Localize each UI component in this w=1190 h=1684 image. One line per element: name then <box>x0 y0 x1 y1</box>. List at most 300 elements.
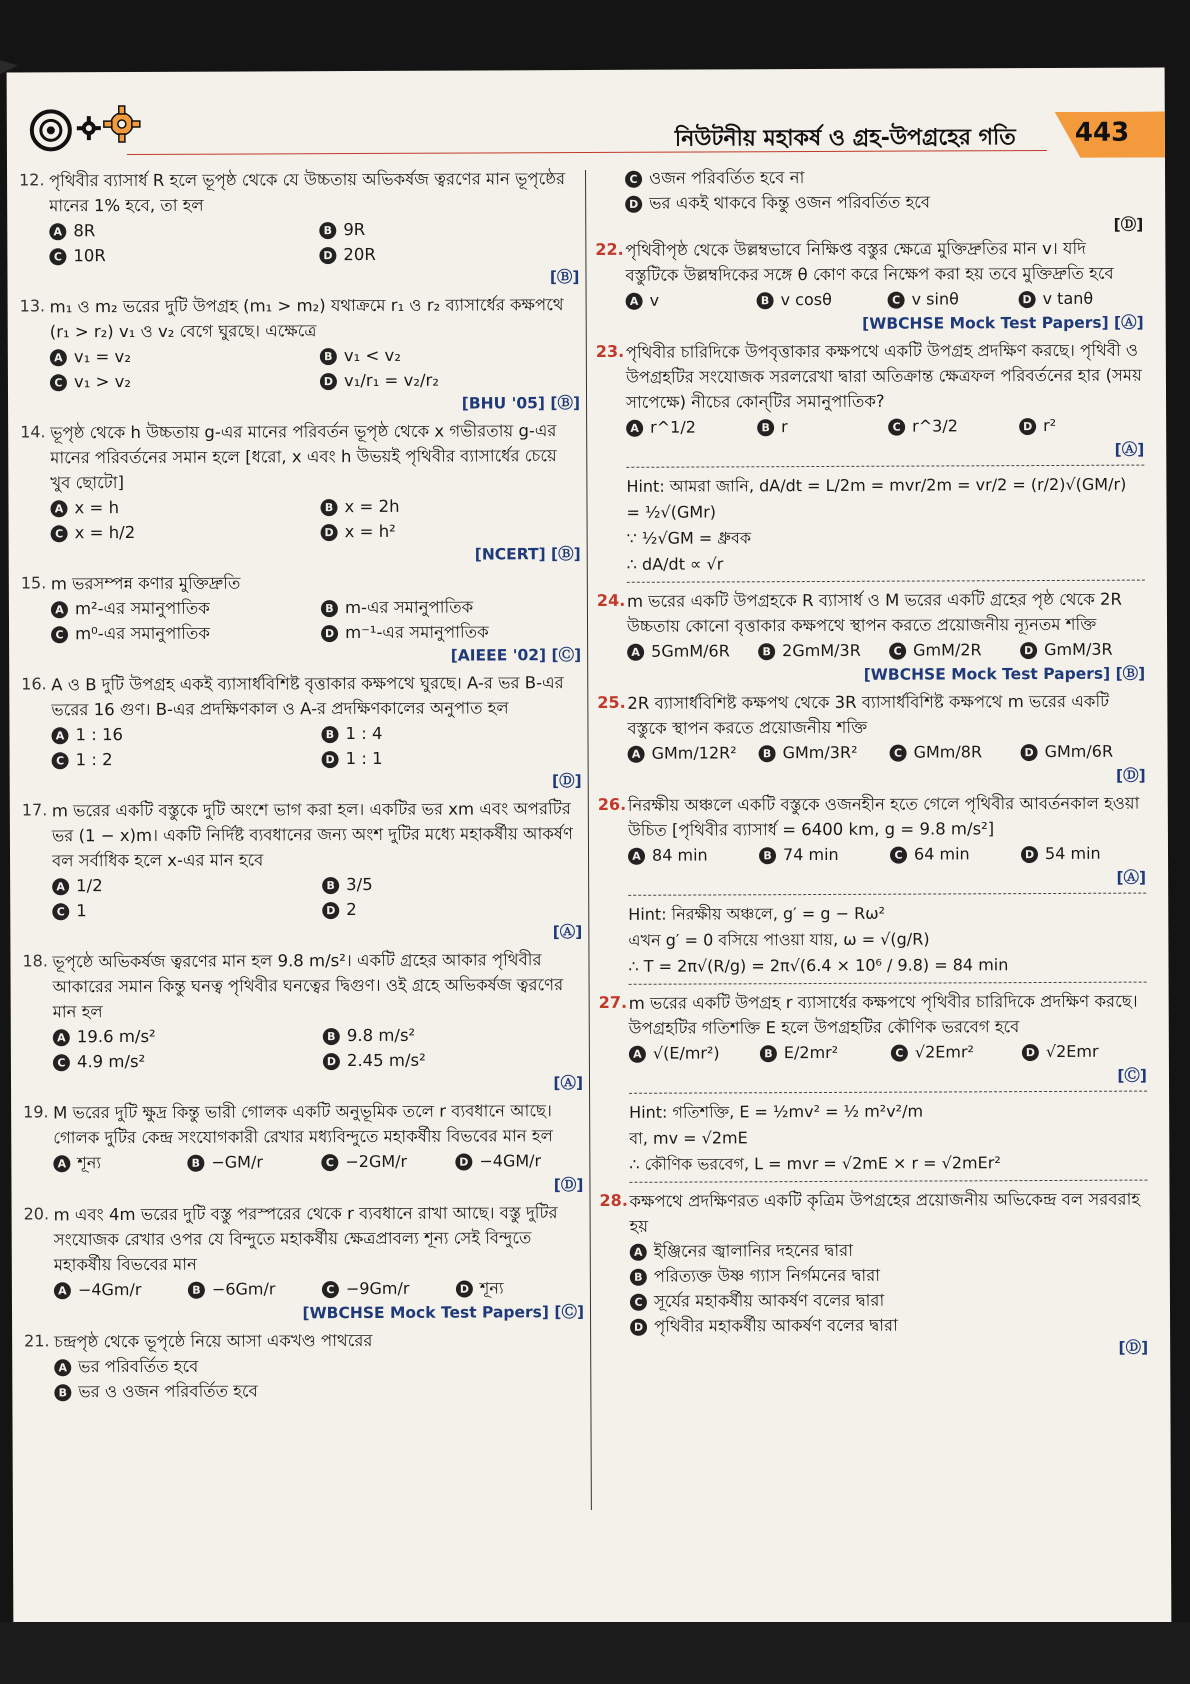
question-text: পৃথিবীর চারিদিকে উপবৃত্তাকার কক্ষপথে একটি উপগ্রহ প্রদক্ষিণ করছে। পৃথিবী ও উপগ্রহটির সংযোজক সরলরেখা দ্বারা অতিক্রান্ত ক্ষেত্রফল পরিবর্তনের হার (সময় সাপেক্ষে) নীচের কোন্‌টির সমানুপাতিক? <box>625 340 1142 412</box>
options <box>630 1237 1148 1339</box>
option-item <box>888 286 1013 313</box>
option-text: v₁ = v₂ <box>73 346 131 367</box>
hint-line: ∴ কৌণিক ভরবেগ, L = mvr = √2mE × r = √2mEr² <box>629 1153 1001 1174</box>
answer-tag: [Ⓒ] <box>1117 1066 1148 1085</box>
option-text: 8R <box>73 221 96 241</box>
option-text: v sinθ <box>911 289 959 309</box>
option-letter: B <box>321 600 338 617</box>
hint-divider <box>629 1091 1147 1094</box>
option-text: 84 min <box>651 845 708 865</box>
options <box>53 1148 583 1176</box>
option-item <box>321 1149 449 1176</box>
question-number: 26. <box>597 794 627 814</box>
question-number: 20. <box>23 1204 50 1224</box>
option-letter: C <box>52 752 69 769</box>
option-letter: D <box>456 1281 473 1298</box>
question-text: m₁ ও m₂ ভরের দুটি উপগ্রহ (m₁ > m₂) যথাক্রমে r₁ ও r₂ ব্যাসার্ধের কক্ষপথে (r₁ > r₂) v₁ ও v₂ বেগে ঘুরছে। এক্ষেত্রে <box>49 295 564 342</box>
option-item <box>51 620 311 646</box>
option-text: v tanθ <box>1042 288 1094 309</box>
option-letter: C <box>625 171 642 188</box>
question-number: 14. <box>20 422 46 442</box>
question-number: 16. <box>21 674 47 694</box>
option-text: 9.8 m/s² <box>346 1025 416 1046</box>
option-letter: C <box>321 1154 338 1171</box>
option-item <box>323 1047 583 1073</box>
option-text: ভর ও ওজন পরিবর্তিত হবে <box>78 1381 258 1402</box>
option-text: 1 : 1 <box>345 748 383 769</box>
option-letter: B <box>759 847 776 864</box>
hint-line: ∵ ½√GM = ধ্রুবক <box>626 528 752 548</box>
hint-line: ∴ dA/dt ∝ √r <box>626 554 724 574</box>
hint-line: Hint: নিরক্ষীয় অঞ্চলে, g′ = g − Rω² <box>628 903 886 924</box>
option-item <box>628 842 753 869</box>
option-text: −4Gm/r <box>77 1279 142 1300</box>
option-letter: C <box>888 419 905 436</box>
option-item <box>54 1277 182 1304</box>
option-item <box>322 745 582 771</box>
option-text: GMm/12R² <box>651 743 737 763</box>
question-number: 13. <box>19 296 46 316</box>
option-item <box>630 1312 1148 1339</box>
option-letter: A <box>54 1359 71 1376</box>
question-text: M ভরের দুটি ক্ষুদ্র কিন্তু ভারী গোলক একটি অনুভূমিক তলে r ব্যবধানে আছে। গোলক দুটির কেন্দ্র সংযোগকারী রেখার মধ্যবিন্দুতে মহাকর্ষীয় বিভবের মান হল <box>53 1101 553 1148</box>
option-letter: A <box>626 293 643 310</box>
column-divider <box>585 170 592 1510</box>
option-item <box>322 871 582 897</box>
option-letter: B <box>759 745 776 762</box>
option-text: ওজন পরিবর্তিত হবে না <box>649 168 805 188</box>
option-item <box>760 1040 885 1067</box>
question-number: 28. <box>599 1190 628 1210</box>
option-item <box>630 1287 1148 1314</box>
hint-divider <box>627 580 1145 583</box>
option-letter: D <box>319 247 336 264</box>
question-number: 21. <box>24 1331 50 1351</box>
option-letter: A <box>50 349 67 366</box>
option-text: GMm/8R <box>913 742 983 762</box>
option-letter: D <box>1019 291 1036 308</box>
options <box>51 720 581 772</box>
options <box>52 871 582 923</box>
option-text: r^1/2 <box>650 417 696 437</box>
option-text: GmM/2R <box>913 640 982 660</box>
option-item <box>627 638 752 665</box>
question-number: 25. <box>597 692 626 712</box>
option-item <box>321 594 581 620</box>
option-item <box>1021 739 1146 766</box>
option-text: 10R <box>73 246 106 266</box>
option-text: শূন্য <box>479 1278 504 1298</box>
options <box>627 637 1145 665</box>
question-text: ভূপৃষ্ঠ থেকে h উচ্চতায় g-এর মানের পরিবর্তন ভূপৃষ্ঠ থেকে x গভীরতায় g-এর মানের পরিবর্তনের সমান হলে [ধরো, x এবং h উভয়ই পৃথিবীর ব্যাসার্ধের চেয়ে খুব ছোটো] <box>50 421 557 493</box>
option-item <box>629 1040 754 1067</box>
option-item <box>757 414 882 441</box>
option-text: 2 <box>346 900 357 920</box>
option-text: ভর পরিবর্তিত হবে <box>78 1356 199 1377</box>
option-item <box>759 842 884 869</box>
question-19 <box>23 1098 583 1198</box>
option-item <box>321 720 581 746</box>
question-20 <box>24 1200 585 1325</box>
option-text: m⁻¹-এর সমানুপাতিক <box>345 622 489 643</box>
option-item <box>51 519 311 545</box>
option-text: 3/5 <box>346 874 373 895</box>
question-24 <box>597 587 1145 687</box>
option-item <box>320 493 580 519</box>
question-text: 2R ব্যাসার্ধবিশিষ্ট কক্ষপথ থেকে 3R ব্যাসার্ধবিশিষ্ট কক্ষপথে m ভরের একটি বস্তুকে স্থাপন করতে প্রয়োজনীয় শক্তি <box>627 691 1110 738</box>
question-number: 18. <box>22 951 48 971</box>
question-25 <box>597 689 1145 789</box>
option-letter: D <box>320 373 337 390</box>
option-letter: C <box>51 626 68 643</box>
option-letter: C <box>51 525 68 542</box>
question-28 <box>599 1187 1148 1361</box>
option-text: পরিত্যক্ত উষ্ণ গ্যাস নির্গমনের দ্বারা <box>653 1265 881 1286</box>
question-text: A ও B দুটি উপগ্রহ একই ব্যাসার্ধবিশিষ্ট বৃত্তাকার কক্ষপথে ঘুরছে। A-র ভর B-এর ভরের 16 গুণ। B-এর প্রদক্ষিণকাল ও A-র প্রদক্ষিণকালের অনুপাত হল <box>51 673 564 720</box>
hint-divider <box>628 893 1146 896</box>
question-text: m ভরের একটি বস্তুকে দুটি অংশে ভাগ করা হল। একটির ভর xm এবং অপরটির ভর (1 − x)m। একটি নির্দিষ্ট ব্যবধানের জন্য অংশ দুটির মধ্যে মহাকর্ষীয় আকর্ষণ বল সর্বাধিক হলে x-এর মান হবে <box>51 799 574 871</box>
option-item <box>319 241 579 267</box>
options <box>626 286 1144 314</box>
question-text: ভূপৃষ্ঠে অভিকর্ষজ ত্বরণের মান হল 9.8 m/s²। একটি গ্রহের আকার পৃথিবীর আকারের সমান কিন্তু ঘনত্ব পৃথিবীর ঘনত্বের দ্বিগুণ। ওই গ্রহে অভিকর্ষজ ত্বরণের মান হল <box>52 950 564 1022</box>
gear-logo-icon <box>27 102 157 153</box>
option-item <box>53 1023 313 1049</box>
option-text: ভর একই থাকবে কিন্তু ওজন পরিবর্তিত হবে <box>649 192 931 213</box>
option-letter: A <box>53 1155 70 1172</box>
option-letter: C <box>49 248 66 265</box>
question-text: নিরক্ষীয় অঞ্চলে একটি বস্তুকে ওজনহীন হতে গেলে পৃথিবীর আবর্তনকাল হওয়া উচিত [পৃথিবীর ব্যাসার্ধ = 6400 km, g = 9.8 m/s²] <box>627 793 1140 840</box>
question-number: 22. <box>595 239 624 259</box>
option-letter: B <box>760 1045 777 1062</box>
option-text: ইঞ্জিনের জ্বালানির দহনের দ্বারা <box>653 1240 854 1261</box>
option-text: −4GM/r <box>479 1151 542 1171</box>
option-letter: B <box>758 643 775 660</box>
option-item <box>50 368 310 394</box>
option-text: √2Emr <box>1045 1041 1099 1062</box>
option-text: 1/2 <box>76 876 103 896</box>
option-item <box>456 1275 584 1302</box>
option-letter: C <box>630 1294 647 1311</box>
option-letter: D <box>321 524 338 541</box>
answer-tag: [Ⓑ] <box>549 268 580 287</box>
answer-tag: [Ⓓ] <box>1118 1338 1149 1357</box>
option-text: 1 : 16 <box>75 725 124 745</box>
option-text: GMm/3R² <box>782 742 858 763</box>
options <box>53 1022 583 1074</box>
question-17 <box>22 796 583 945</box>
option-letter: D <box>625 196 642 213</box>
option-text: 54 min <box>1044 843 1101 864</box>
option-letter: A <box>51 727 68 744</box>
answer-tag: [Ⓐ] <box>553 1074 584 1093</box>
option-letter: A <box>628 746 645 763</box>
answer-tag: [WBCHSE Mock Test Papers] [Ⓑ] <box>863 664 1146 684</box>
answer-tag: [Ⓓ] <box>553 1176 584 1195</box>
answer-tag: [Ⓐ] <box>1114 440 1145 459</box>
option-text: 5GmM/6R <box>651 641 730 661</box>
question-16 <box>21 670 582 794</box>
option-letter: C <box>52 903 69 920</box>
option-text: x = h/2 <box>74 522 136 543</box>
option-text: −9Gm/r <box>345 1278 410 1299</box>
option-text: 1 : 4 <box>345 723 383 744</box>
question-26 <box>598 791 1147 985</box>
answer-tag: [WBCHSE Mock Test Papers] [Ⓒ] <box>302 1303 585 1323</box>
question-number: 27. <box>598 992 628 1012</box>
option-item <box>49 242 309 268</box>
option-text: 1 <box>76 901 87 921</box>
options <box>51 594 581 646</box>
option-letter: C <box>890 745 907 762</box>
option-item <box>757 287 882 314</box>
option-item <box>188 1276 316 1303</box>
option-text: v cosθ <box>780 289 832 310</box>
question-text: কক্ষপথে প্রদক্ষিণরত একটি কৃত্রিম উপগ্রহের প্রয়োজনীয় অভিকেন্দ্র বল সরবরাহ হয় <box>629 1189 1141 1236</box>
option-text: শূন্য <box>77 1153 102 1173</box>
option-item <box>323 1022 583 1048</box>
option-text: r^3/2 <box>912 416 958 436</box>
option-text: E/2mr² <box>783 1042 839 1063</box>
option-item <box>53 1048 313 1074</box>
option-letter: A <box>627 644 644 661</box>
options <box>50 342 580 394</box>
option-text: 20R <box>343 244 376 265</box>
option-letter: A <box>49 223 66 240</box>
option-text: r² <box>1043 415 1057 436</box>
option-text: −GM/r <box>211 1152 263 1172</box>
question-number: 17. <box>21 800 48 820</box>
option-text: 74 min <box>782 844 839 865</box>
option-letter: A <box>50 500 67 517</box>
option-item <box>1020 637 1145 664</box>
option-item <box>758 638 883 665</box>
page-number: 443 <box>1074 117 1130 148</box>
question-text: চন্দ্রপৃষ্ঠ থেকে ভূপৃষ্ঠে নিয়ে আসা একখণ্ড পাথরের <box>54 1330 373 1352</box>
option-letter: D <box>455 1154 472 1171</box>
option-text: −2GM/r <box>345 1151 408 1172</box>
right-column <box>595 164 1148 1365</box>
option-letter: D <box>1022 1044 1039 1061</box>
option-item <box>51 721 311 747</box>
options <box>49 216 579 268</box>
option-item <box>52 897 312 923</box>
option-item <box>759 740 884 767</box>
answer-tag: [Ⓓ] <box>1113 215 1144 234</box>
options <box>628 739 1146 767</box>
chapter-title: নিউটনীয় মহাকর্ষ ও গ্রহ-উপগ্রহের গতি <box>674 125 1016 152</box>
option-letter: C <box>50 374 67 391</box>
question-text: m ভরসম্পন্ন কণার মুক্তিদ্রুতি <box>50 573 241 594</box>
option-item <box>888 413 1013 440</box>
option-letter: A <box>51 601 68 618</box>
option-letter: A <box>52 878 69 895</box>
option-item <box>628 740 753 767</box>
option-letter: A <box>54 1282 71 1299</box>
option-letter: D <box>322 751 339 768</box>
option-text: m-এর সমানুপাতিক <box>344 597 474 618</box>
option-text: x = h² <box>344 521 396 542</box>
option-letter: B <box>757 292 774 309</box>
question-text: পৃথিবীপৃষ্ঠ থেকে উল্লম্বভাবে নিক্ষিপ্ত বস্তুর ক্ষেত্রে মুক্তিদ্রুতির মান v। যদি বস্তুটিকে উল্লম্বদিকের সঙ্গে θ কোণ করে নিক্ষেপ করা হয় তবে মুক্তিদ্রুতি হবে <box>625 238 1114 285</box>
option-letter: D <box>1021 744 1038 761</box>
left-column <box>19 166 584 1408</box>
option-item <box>187 1149 315 1176</box>
question-12 <box>19 166 580 290</box>
option-text: v₁/r₁ = v₂/r₂ <box>343 370 439 391</box>
option-letter: A <box>626 420 643 437</box>
option-text: 2GmM/3R <box>782 640 861 661</box>
option-letter: D <box>1020 642 1037 659</box>
option-text: 9R <box>343 219 366 240</box>
option-item <box>1019 413 1144 440</box>
option-letter: B <box>320 348 337 365</box>
option-item <box>49 217 309 243</box>
option-text: 4.9 m/s² <box>76 1051 146 1072</box>
options <box>628 841 1146 869</box>
question-13 <box>20 292 581 416</box>
option-letter: B <box>321 726 338 743</box>
question-14 <box>20 418 581 567</box>
option-letter: A <box>629 1046 646 1063</box>
option-text: r <box>781 417 788 437</box>
answer-tag: [Ⓓ] <box>1115 766 1146 785</box>
option-item <box>890 739 1015 766</box>
options <box>625 164 1143 216</box>
options <box>54 1352 584 1404</box>
option-letter: B <box>320 499 337 516</box>
option-item <box>625 164 1143 191</box>
option-letter: C <box>888 292 905 309</box>
option-text: GMm/6R <box>1044 741 1114 762</box>
option-item <box>54 1377 584 1404</box>
option-item <box>320 342 580 368</box>
option-letter: C <box>890 847 907 864</box>
question-18 <box>22 947 583 1096</box>
option-text: 2.45 m/s² <box>346 1050 426 1071</box>
option-letter: A <box>53 1029 70 1046</box>
page-bottom-shadow <box>0 1622 1190 1684</box>
option-text: √(E/mr²) <box>652 1043 720 1063</box>
option-text: v₁ < v₂ <box>343 345 401 366</box>
option-letter: D <box>630 1319 647 1336</box>
option-item <box>321 518 581 544</box>
option-item <box>51 595 311 621</box>
option-letter: D <box>1019 418 1036 435</box>
option-item <box>455 1148 583 1175</box>
options <box>629 1039 1147 1067</box>
option-item <box>890 841 1015 868</box>
question-number: 12. <box>19 170 45 190</box>
option-item <box>320 367 580 393</box>
option-letter: B <box>187 1155 204 1172</box>
option-item <box>52 746 312 772</box>
hint-line: ∴ T = 2π√(R/g) = 2π√(6.4 × 10⁶ / 9.8) = 84 min <box>628 955 1009 976</box>
question-number: 15. <box>20 573 47 593</box>
option-letter: B <box>757 419 774 436</box>
option-letter: C <box>322 1281 339 1298</box>
question-text: পৃথিবীর ব্যাসার্ধ R হলে ভূপৃষ্ঠ থেকে যে উচ্চতায় অভিকর্ষজ ত্বরণের মান ভূপৃষ্ঠের মানের 1% হবে, তা হল <box>49 169 566 216</box>
option-item <box>50 494 310 520</box>
answer-tag: [WBCHSE Mock Test Papers] [Ⓐ] <box>862 313 1144 333</box>
option-text: 1 : 2 <box>75 750 113 770</box>
question-text: m ভরের একটি উপগ্রহ r ব্যাসার্ধের কক্ষপথে পৃথিবীর চারিদিকে প্রদক্ষিণ করছে। উপগ্রহটির গতিশক্তি E হলে উপগ্রহটির কৌণিক ভরবেগ হবে <box>628 991 1138 1038</box>
hint-line: বা, mv = √2mE <box>629 1128 748 1148</box>
option-text: x = h <box>74 498 120 518</box>
option-letter: B <box>322 877 339 894</box>
option-text: −6Gm/r <box>211 1279 276 1299</box>
option-text: √2Emr² <box>914 1042 974 1062</box>
answer-tag: [Ⓓ] <box>551 772 582 791</box>
hint-line: Hint: গতিশক্তি, E = ½mv² = ½ m²v²/m <box>629 1101 924 1122</box>
option-item <box>321 619 581 645</box>
option-item <box>630 1237 1148 1264</box>
answer-tag: [Ⓐ] <box>552 923 583 942</box>
question-21 <box>24 1327 584 1404</box>
option-item <box>322 1276 450 1303</box>
question-23 <box>596 338 1145 583</box>
option-text: v <box>649 290 660 310</box>
option-letter: D <box>1021 846 1038 863</box>
option-text: 64 min <box>913 844 970 864</box>
option-text: m⁰-এর সমানুপাতিক <box>75 623 210 644</box>
option-item <box>54 1352 584 1379</box>
question-number: 19. <box>23 1102 49 1122</box>
hint-line: Hint: আমরা জানি, dA/dt = L/2m = mvr/2m = vr/2 = (r/2)√(GM/r) = ½√(GMr) <box>626 474 1127 522</box>
option-letter: D <box>323 1053 340 1070</box>
hint-divider <box>629 982 1147 985</box>
option-letter: A <box>628 848 645 865</box>
option-letter: B <box>54 1384 71 1401</box>
option-letter: B <box>323 1028 340 1045</box>
option-item <box>53 1150 181 1177</box>
option-item <box>1021 841 1146 868</box>
q21-continued <box>595 164 1143 238</box>
option-text: v₁ > v₂ <box>73 371 132 392</box>
option-text: সূর্যের মহাকর্ষীয় আকর্ষণ বলের দ্বারা <box>653 1290 885 1311</box>
answer-tag: [BHU '05] [Ⓑ] <box>461 394 581 413</box>
question-22 <box>595 236 1143 336</box>
option-item <box>1019 286 1144 313</box>
question-text: m এবং 4m ভরের দুটি বস্তু পরস্পরের থেকে r ব্যবধানে রাখা আছে। বস্তু দুটির সংযোজক রেখার ওপর যে বিন্দুতে মহাকর্ষীয় ক্ষেত্রপ্রাবল্য শূন্য সেই বিন্দুতে মহাকর্ষীয় বিভবের মান <box>53 1203 558 1275</box>
book-page <box>7 67 1172 1632</box>
options <box>54 1275 584 1303</box>
option-letter: C <box>53 1054 70 1071</box>
option-item <box>625 189 1143 216</box>
option-letter: C <box>891 1045 908 1062</box>
option-letter: C <box>889 643 906 660</box>
question-27 <box>599 989 1148 1183</box>
option-item <box>626 287 751 314</box>
hint-line: এখন g′ = 0 বসিয়ে পাওয়া যায়, ω = √(g/R) <box>628 929 930 950</box>
option-letter: B <box>188 1282 205 1299</box>
option-text: x = 2h <box>344 496 400 517</box>
option-item <box>1022 1039 1147 1066</box>
option-text: পৃথিবীর মহাকর্ষীয় আকর্ষণ বলের দ্বারা <box>654 1315 898 1336</box>
option-item <box>626 414 751 441</box>
option-letter: B <box>630 1269 647 1286</box>
option-item <box>322 896 582 922</box>
options <box>50 493 580 545</box>
option-letter: D <box>322 902 339 919</box>
option-text: m²-এর সমানুপাতিক <box>74 598 210 619</box>
option-item <box>52 872 312 898</box>
hint-divider <box>629 1180 1147 1183</box>
option-letter: B <box>319 222 336 239</box>
option-letter: D <box>321 625 338 642</box>
answer-tag: [AIEEE '02] [Ⓒ] <box>450 646 582 665</box>
question-number: 24. <box>596 590 626 610</box>
answer-tag: [Ⓐ] <box>1116 868 1147 887</box>
